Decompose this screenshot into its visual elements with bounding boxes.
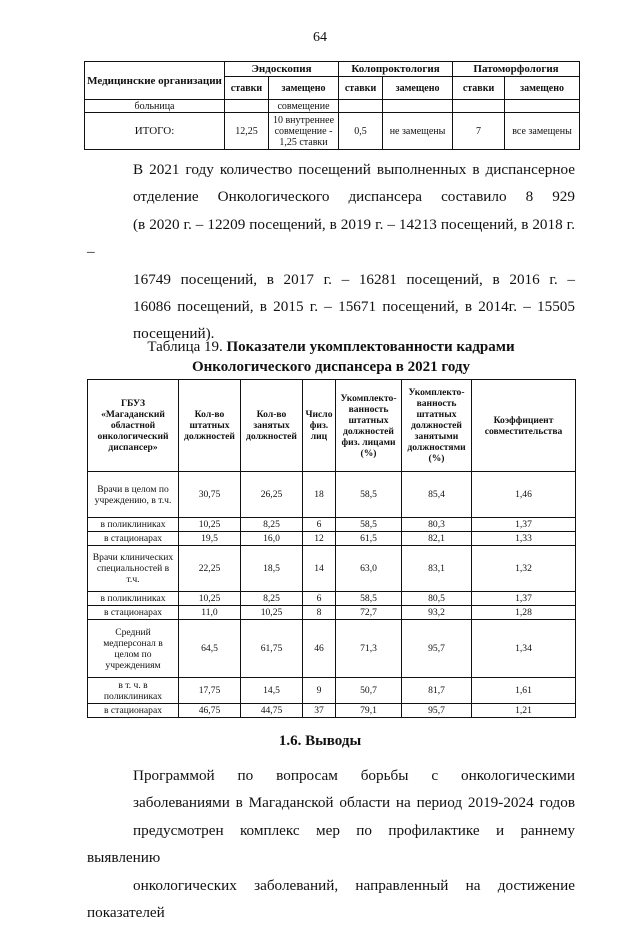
cell: 9: [303, 678, 336, 704]
cell: 0,5: [339, 113, 383, 150]
table-caption: [87, 337, 575, 377]
cell: 81,7: [402, 678, 472, 704]
cell: 8,25: [241, 592, 303, 606]
table-row: [88, 472, 576, 518]
cell: не замещены: [383, 113, 453, 150]
caption-title-line2: Онкологического диспансера в 2021 году: [192, 359, 470, 375]
row-label: в стационарах: [88, 704, 179, 718]
cell: 10,25: [179, 592, 241, 606]
table-row: [88, 678, 576, 704]
cell: 30,75: [179, 472, 241, 518]
sub-header: ставки: [453, 77, 505, 100]
cell: [339, 100, 383, 113]
cell: 1,32: [472, 546, 576, 592]
cell: 22,25: [179, 546, 241, 592]
cell: 14,5: [241, 678, 303, 704]
sub-header: ставки: [339, 77, 383, 100]
cell: [225, 100, 269, 113]
cell: ИТОГО:: [85, 113, 225, 150]
group-coloproctology: Колопроктология: [339, 62, 453, 77]
cell: 19,5: [179, 532, 241, 546]
staffing-table: [87, 379, 576, 718]
cell: [383, 100, 453, 113]
cell: 64,5: [179, 620, 241, 678]
table-row: [85, 100, 580, 113]
row-label: в т. ч. в поликлиниках: [88, 678, 179, 704]
text-line: отделение Онкологического диспансера составило 8 929: [133, 188, 575, 206]
cell: 80,3: [402, 518, 472, 532]
cell: 79,1: [336, 704, 402, 718]
cell: 58,5: [336, 472, 402, 518]
cell: 82,1: [402, 532, 472, 546]
cell: 58,5: [336, 592, 402, 606]
header-institution: ГБУЗ «Магаданский областной онкологический диспансер»: [88, 380, 179, 472]
cell: 7: [453, 113, 505, 150]
row-label: Средний медперсонал в целом по учреждениям: [88, 620, 179, 678]
text-line: (в 2020 г. – 12209 посещений, в 2019 г. – 14213 посещений, в 2018 г. –: [87, 215, 575, 261]
caption-prefix: Таблица 19.: [147, 339, 227, 355]
cell: [505, 100, 580, 113]
cell: 16,0: [241, 532, 303, 546]
group-pathomorphology: Патоморфология: [453, 62, 580, 77]
visits-paragraph: [87, 156, 575, 348]
row-label: в поликлиниках: [88, 518, 179, 532]
cell: 18,5: [241, 546, 303, 592]
cell: 10 внутреннее совмещение - 1,25 ставки: [269, 113, 339, 150]
cell: 72,7: [336, 606, 402, 620]
text-line: предусмотрен комплекс мер по профилактике и раннему выявлению: [87, 821, 575, 867]
sub-header: ставки: [225, 77, 269, 100]
cell: 95,7: [402, 704, 472, 718]
cell: 18: [303, 472, 336, 518]
row-label: в стационарах: [88, 532, 179, 546]
cell: 61,75: [241, 620, 303, 678]
cell: 63,0: [336, 546, 402, 592]
sub-header: замещено: [505, 77, 580, 100]
sub-header: замещено: [269, 77, 339, 100]
header-staffing-persons: Укомплекто-ванность штатных должностей физ. лицами (%): [336, 380, 402, 472]
table-row: [88, 546, 576, 592]
table-row: [88, 620, 576, 678]
cell: 26,25: [241, 472, 303, 518]
staffing-rates-table: [84, 61, 580, 150]
cell: 85,4: [402, 472, 472, 518]
text-line: 16749 посещений, в 2017 г. – 16281 посещений, в 2016 г. –: [133, 270, 575, 288]
header-staff-positions: Кол-во штатных должностей: [179, 380, 241, 472]
cell: 46,75: [179, 704, 241, 718]
cell: больница: [85, 100, 225, 113]
cell: совмещение: [269, 100, 339, 113]
row-label: в стационарах: [88, 606, 179, 620]
cell: 1,61: [472, 678, 576, 704]
group-endoscopy: Эндоскопия: [225, 62, 339, 77]
table-row: [88, 704, 576, 718]
cell: 1,34: [472, 620, 576, 678]
caption-title-line1: Показатели укомплектованности кадрами: [226, 339, 515, 355]
cell: [453, 100, 505, 113]
cell: 50,7: [336, 678, 402, 704]
cell: 17,75: [179, 678, 241, 704]
row-label: в поликлиниках: [88, 592, 179, 606]
table-row: [88, 592, 576, 606]
cell: 93,2: [402, 606, 472, 620]
text-line: посещений).: [133, 325, 215, 343]
cell: 1,37: [472, 518, 576, 532]
cell: 1,37: [472, 592, 576, 606]
header-occupied-positions: Кол-во занятых должностей: [241, 380, 303, 472]
text-line: заболеваниями в Магаданской области на период 2019-2024 годов: [133, 794, 575, 812]
row-label: Врачи в целом по учреждению, в т.ч.: [88, 472, 179, 518]
row-label: Врачи клинических специальностей в т.ч.: [88, 546, 179, 592]
text-line: В 2021 году количество посещений выполненных в диспансерное: [133, 161, 575, 178]
cell: 8: [303, 606, 336, 620]
text-line: онкологических заболеваний, направленный на достижение показателей: [87, 876, 575, 922]
sub-header: замещено: [383, 77, 453, 100]
cell: 12,25: [225, 113, 269, 150]
text-line: 16086 посещений, в 2015 г. – 15671 посещений, в 2014г. – 15505: [133, 298, 575, 316]
table-row: [88, 518, 576, 532]
cell: 1,28: [472, 606, 576, 620]
header-staffing-occupied: Укомплекто-ванность штатных должностей занятыми должностями (%): [402, 380, 472, 472]
table-row: [88, 606, 576, 620]
cell: 61,5: [336, 532, 402, 546]
header-persons: Число физ. лиц: [303, 380, 336, 472]
cell: 11,0: [179, 606, 241, 620]
header-coefficient: Коэффициент совместительства: [472, 380, 576, 472]
cell: 37: [303, 704, 336, 718]
page-number: 64: [313, 30, 327, 45]
cell: 14: [303, 546, 336, 592]
cell: 10,25: [179, 518, 241, 532]
cell: 1,33: [472, 532, 576, 546]
cell: 10,25: [241, 606, 303, 620]
cell: 12: [303, 532, 336, 546]
col-org-header: Медицинские организации: [85, 62, 225, 100]
cell: 6: [303, 518, 336, 532]
cell: 6: [303, 592, 336, 606]
section-heading: 1.6. Выводы: [278, 733, 362, 749]
cell: 80,5: [402, 592, 472, 606]
cell: 95,7: [402, 620, 472, 678]
conclusions-paragraph: [87, 762, 575, 926]
table-row-total: [85, 113, 580, 150]
cell: все замещены: [505, 113, 580, 150]
cell: 44,75: [241, 704, 303, 718]
cell: 71,3: [336, 620, 402, 678]
cell: 83,1: [402, 546, 472, 592]
text-line: Программой по вопросам борьбы с онкологическими: [133, 767, 575, 784]
cell: 1,46: [472, 472, 576, 518]
table-row: [88, 532, 576, 546]
cell: 1,21: [472, 704, 576, 718]
cell: 46: [303, 620, 336, 678]
cell: 58,5: [336, 518, 402, 532]
cell: 8,25: [241, 518, 303, 532]
